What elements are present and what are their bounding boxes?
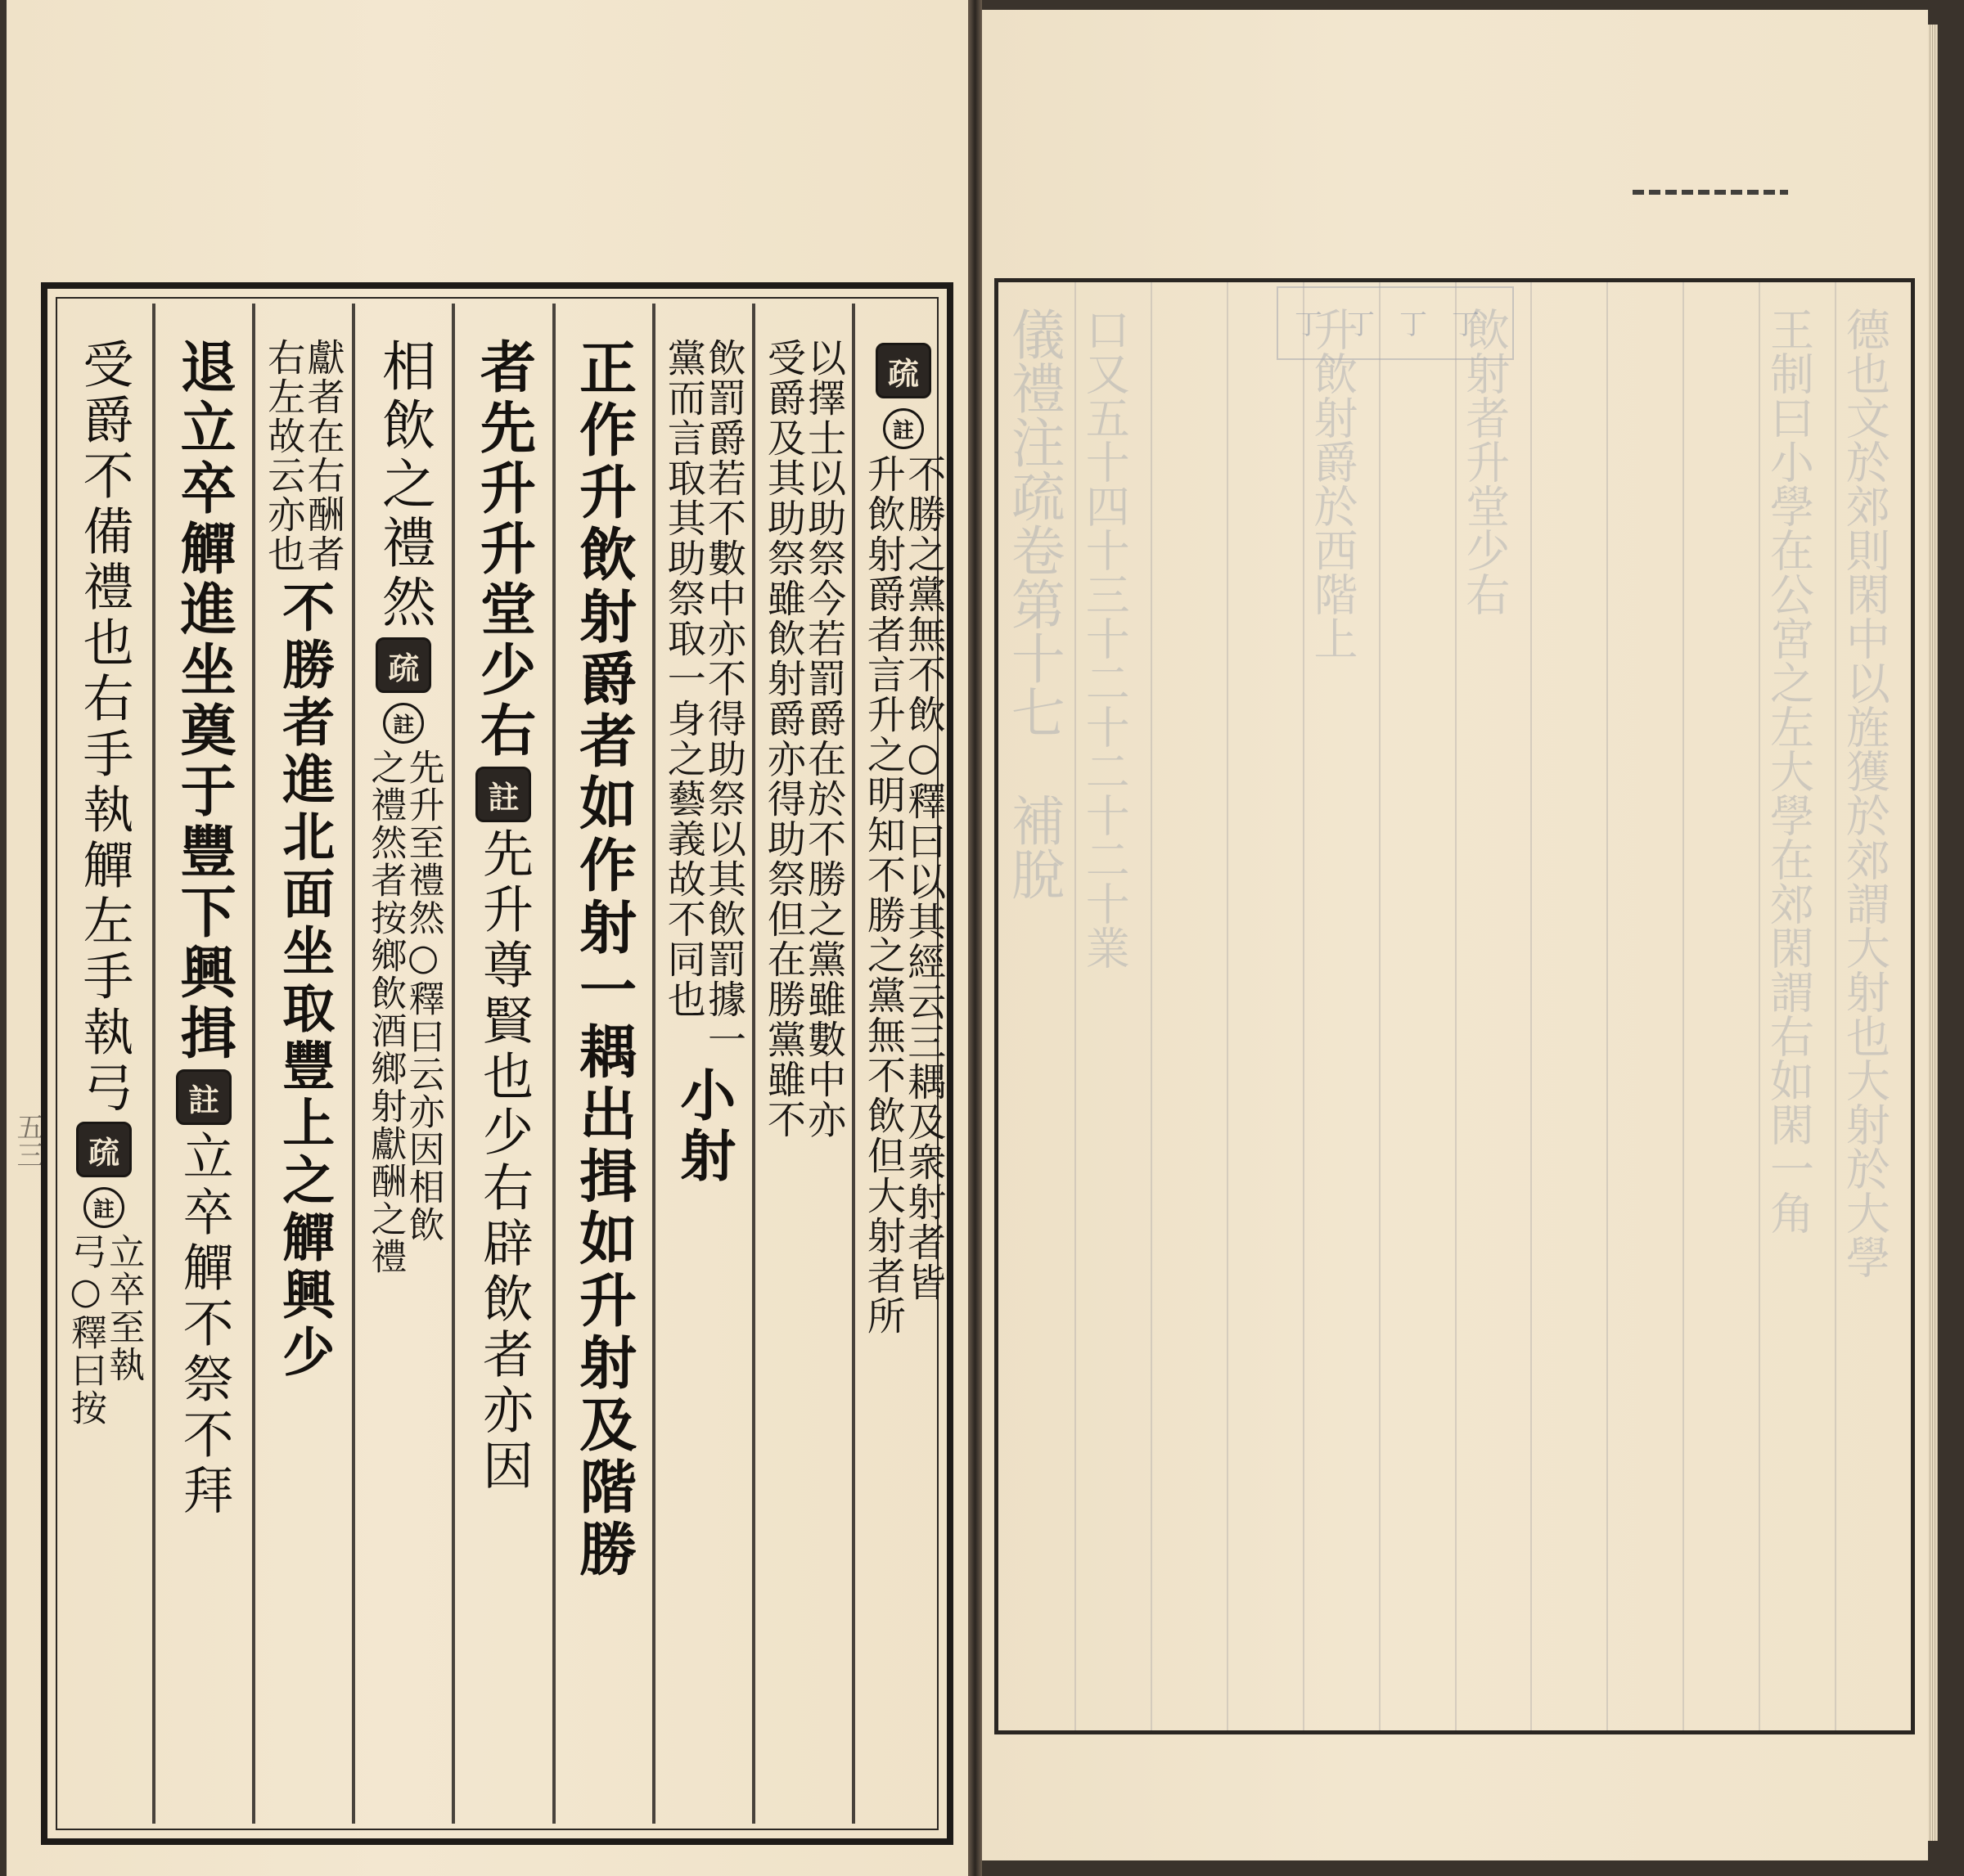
ghost-column-rule	[1455, 282, 1457, 1730]
note-line-right: 飲罰爵若不數中亦不得助祭以其飲罰據一	[701, 338, 747, 1059]
commentary-seal: 註	[475, 767, 531, 822]
note-line-left: 右左故云亦也	[262, 338, 307, 574]
leaf-number: 五三	[11, 1113, 44, 1168]
double-column-note	[660, 338, 747, 1059]
double-column-note	[760, 338, 847, 1140]
ghost-column-rule	[1379, 282, 1381, 1730]
bleed-through-text: 王制曰小學在公宮之左大學在郊閑謂右如閑一角	[1763, 307, 1815, 1235]
text-column	[254, 289, 354, 1838]
ghost-column-rule	[1682, 282, 1684, 1730]
note-line-right: 不勝之黨無不飲○釋曰以其經云三耦及衆射者皆	[901, 454, 947, 1302]
main-text-continued: 立卒觶不祭不拜	[174, 1130, 235, 1519]
ghost-column-rule	[1151, 282, 1152, 1730]
ghost-column-rule	[1303, 282, 1304, 1730]
note-line-right: 立卒至執	[102, 1233, 145, 1383]
commentary-seal: 疏	[376, 637, 431, 693]
right-header-box: 丁丁丁丁	[1277, 286, 1514, 360]
text-column	[554, 289, 654, 1838]
left-text-frame	[41, 282, 953, 1845]
main-text: 正作升飲射爵者如作射一耦出揖如升射及階勝	[570, 338, 638, 1581]
text-column	[54, 289, 154, 1838]
right-text-frame	[994, 278, 1915, 1734]
note-line-right: 以擇士以助祭今若罰爵在於不勝之黨雖數中亦	[801, 338, 847, 1140]
bleed-through-text: 口又五十四十三十二十二十二十業	[1079, 307, 1131, 969]
note-seal: 註	[883, 408, 924, 449]
note-line-left: 之禮然者按鄉飲酒鄉射獻酬之禮	[364, 749, 407, 1275]
note-line-left: 弓○釋曰按	[65, 1233, 107, 1427]
ghost-column-rule	[1835, 282, 1836, 1730]
book-gutter	[968, 0, 982, 1876]
text-column	[854, 289, 953, 1838]
ghost-column-rule	[1606, 282, 1608, 1730]
top-edge-mark	[1633, 190, 1788, 195]
main-text: 小射	[670, 1066, 736, 1187]
ghost-column-rule	[1074, 282, 1076, 1730]
ghost-column-rule	[1530, 282, 1532, 1730]
note-line-left: 升飲射爵者言升之明知不勝之黨無不飲但大射者所	[860, 454, 906, 1336]
ghost-column-rule	[1759, 282, 1760, 1730]
note-seal: 註	[383, 703, 424, 744]
commentary-seal: 註	[176, 1069, 232, 1125]
bleed-through-text: 德也文於郊則閑中以旌獲於郊謂大射也大射於大學	[1839, 307, 1891, 1279]
double-column-note	[264, 338, 344, 574]
text-column	[453, 289, 553, 1838]
ghost-column-rule	[1227, 282, 1228, 1730]
text-column	[654, 289, 754, 1838]
note-seal: 註	[83, 1187, 124, 1228]
note-line-right: 先升至禮然○釋曰云亦因相飲	[402, 749, 444, 1244]
commentary-seal: 疏	[876, 343, 931, 398]
double-column-note	[364, 749, 444, 1275]
double-column-note	[65, 1233, 145, 1427]
bleed-through-text: 飲射者升堂少右	[1458, 307, 1511, 616]
note-line-right: 獻者在右酬者	[301, 338, 346, 574]
main-text: 相飲之禮然	[372, 338, 436, 632]
double-column-note	[860, 454, 947, 1336]
note-line-left: 受爵及其助祭雖飲射爵亦得助祭但在勝黨雖不	[760, 338, 806, 1140]
main-text: 退立卒觶進坐奠于豐下興揖	[171, 338, 237, 1064]
main-text: 受爵不備禮也右手執觶左手執弓	[74, 338, 135, 1117]
main-text: 不勝者進北面坐取豐上之觶興少	[273, 580, 336, 1382]
page-edges	[1928, 25, 1938, 1841]
bleed-through-text: 儀禮注疏卷第十七 補脫	[1002, 307, 1065, 901]
main-text-continued: 先升尊賢也少右辟飲者亦因	[474, 827, 534, 1495]
main-text: 者先升升堂少右	[471, 338, 537, 762]
bleed-through-text: 升飲射爵於西階上	[1306, 307, 1358, 660]
note-line-left: 黨而言取其助祭取一身之藝義故不同也	[660, 338, 706, 1019]
commentary-seal: 疏	[76, 1122, 132, 1177]
text-column	[754, 289, 854, 1838]
text-column	[154, 289, 254, 1838]
text-column	[354, 289, 453, 1838]
